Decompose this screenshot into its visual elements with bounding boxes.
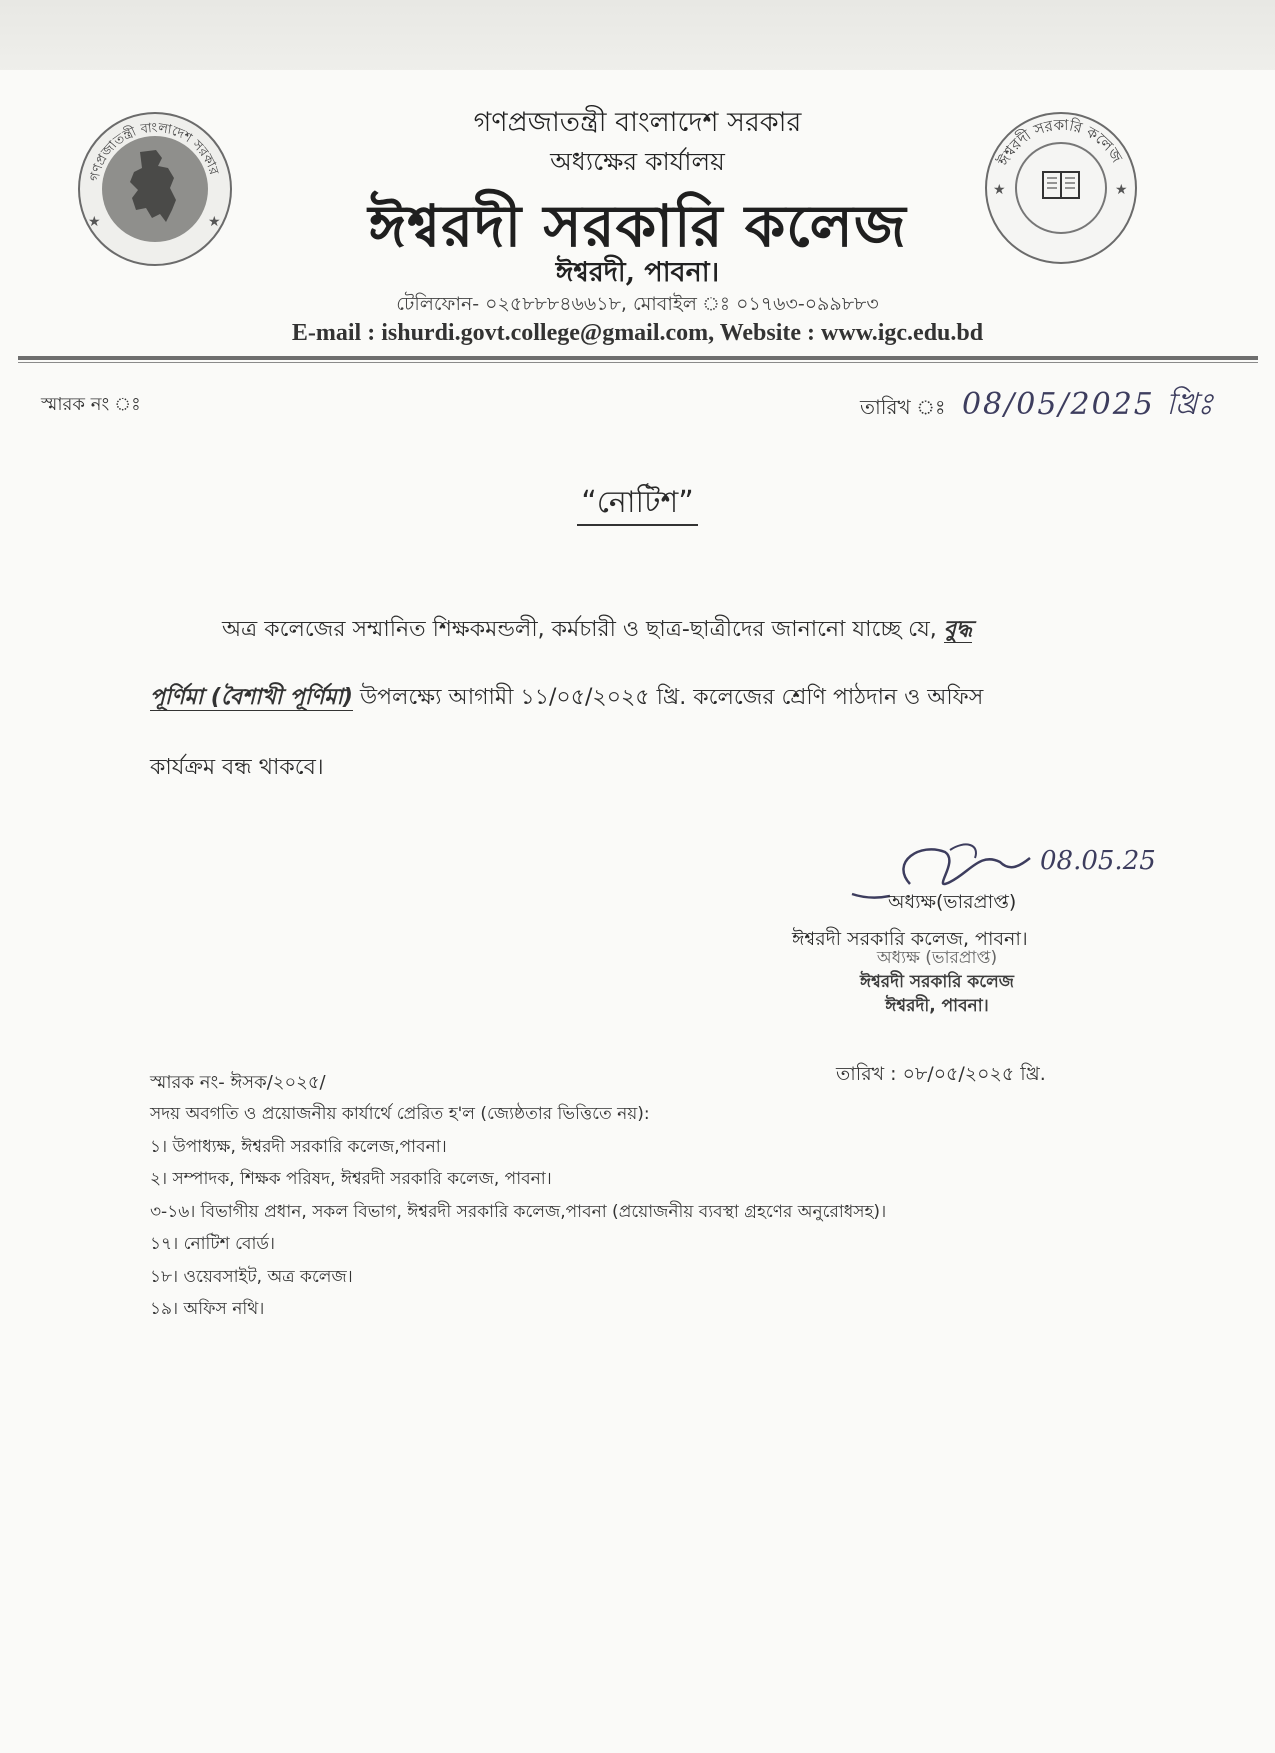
header-divider-thin	[18, 362, 1258, 363]
svg-text:★: ★	[993, 182, 1006, 198]
distribution-intro: সদয় অবগতি ও প্রয়োজনীয় কার্যার্থে প্রেরিত হ'ল (জ্যেষ্ঠতার ভিত্তিতে নয়):	[150, 1104, 650, 1124]
notice-title	[0, 478, 1275, 529]
svg-text:★: ★	[88, 214, 101, 230]
list-item: ১৮। ওয়েবসাইট, অত্র কলেজ।	[150, 1266, 353, 1287]
list-item: ১৯। অফিস নথি।	[150, 1299, 265, 1319]
body-line-2-text: উপলক্ষ্যে আগামী ১১/০৫/২০২৫ খ্রি. কলেজের শ্রেণি পাঠদান ও অফিস	[359, 685, 984, 710]
scan-background	[0, 0, 1275, 72]
notice-title-text: “নোটিশ”	[577, 485, 698, 526]
government-heading: গণপ্রজাতন্ত্রী বাংলাদেশ সরকার	[473, 107, 802, 138]
body-line-1-emphasis: বুদ্ধ	[943, 617, 973, 642]
distribution-memo-number: স্মারক নং- ঈসক/২০২৫/	[150, 1072, 326, 1093]
contact-phone-line: টেলিফোন- ০২৫৮৮৮৪৬৬১৮, মোবাইল ঃ ০১৭৬৩-০৯৯৮৮৩	[396, 293, 879, 315]
distribution-date: তারিখ : ০৮/০৫/২০২৫ খ্রি.	[836, 1063, 1046, 1085]
memo-number-label: স্মারক নং ঃ	[41, 394, 141, 415]
signatory-role: অধ্যক্ষ(ভারপ্রাপ্ত)	[888, 891, 1017, 913]
svg-text:গণপ্রজাতন্ত্রী বাংলাদেশ সরকার: গণপ্রজাতন্ত্রী বাংলাদেশ সরকার	[87, 120, 221, 183]
svg-text:ঈশ্বরদী সরকারি কলেজ: ঈশ্বরদী সরকারি কলেজ	[994, 116, 1126, 169]
body-line-1-text: অত্র কলেজের সম্মানিত শিক্ষকমন্ডলী, কর্মচারী ও ছাত্র-ছাত্রীদের জানানো যাচ্ছে যে,	[222, 617, 937, 642]
notice-body-line-1	[222, 612, 1142, 649]
svg-text:★: ★	[1115, 182, 1128, 198]
header-divider	[18, 356, 1258, 360]
stamp-line-place: ঈশ্বরদী, পাবনা।	[885, 996, 989, 1016]
stamp-line-role: অধ্যক্ষ (ভারপ্রাপ্ত)	[876, 948, 998, 968]
notice-body-line-2	[150, 680, 1140, 717]
signatory-institution: ঈশ্বরদী সরকারি কলেজ, পাবনা।	[792, 928, 1028, 950]
body-line-2-emphasis: পূর্ণিমা (বৈশাখী পূর্ণিমা)	[150, 685, 353, 710]
distribution-list	[150, 1098, 886, 1326]
contact-email-website: E-mail : ishurdi.govt.college@gmail.com, Website : www.igc.edu.bd	[291, 320, 984, 346]
college-location: ঈশ্বরদী, পাবনা।	[555, 257, 720, 288]
svg-text:★: ★	[208, 214, 221, 230]
stamp-line-college: ঈশ্বরদী সরকারি কলেজ	[860, 972, 1015, 992]
issue-date	[860, 380, 1215, 431]
principal-seal-stamp	[860, 946, 1014, 1018]
list-item: ৩-১৬। বিভাগীয় প্রধান, সকল বিভাগ, ঈশ্বরদী সরকারি কলেজ,পাবনা (প্রয়োজনীয় ব্যবস্থা গ্রহণের অনুরোধসহ)।	[150, 1201, 887, 1222]
list-item: ২। সম্পাদক, শিক্ষক পরিষদ, ঈশ্বরদী সরকারি কলেজ, পাবনা।	[150, 1169, 552, 1189]
list-item: ১৭। নোটিশ বোর্ড।	[150, 1234, 276, 1254]
issue-date-handwritten: 08/05/2025 খ্রিঃ	[961, 387, 1216, 422]
list-item: ১। উপাধ্যক্ষ, ঈশ্বরদী সরকারি কলেজ,পাবনা।	[150, 1136, 447, 1157]
issue-date-label: তারিখ ঃ	[860, 395, 946, 419]
office-heading: অধ্যক্ষের কার্যালয়	[550, 147, 725, 176]
notice-body-line-3: কার্যক্রম বন্ধ থাকবে।	[150, 755, 324, 780]
signature-handwritten-date: 08.05.25	[1040, 846, 1156, 876]
college-name: ঈশ্বরদী সরকারি কলেজ	[368, 192, 907, 260]
